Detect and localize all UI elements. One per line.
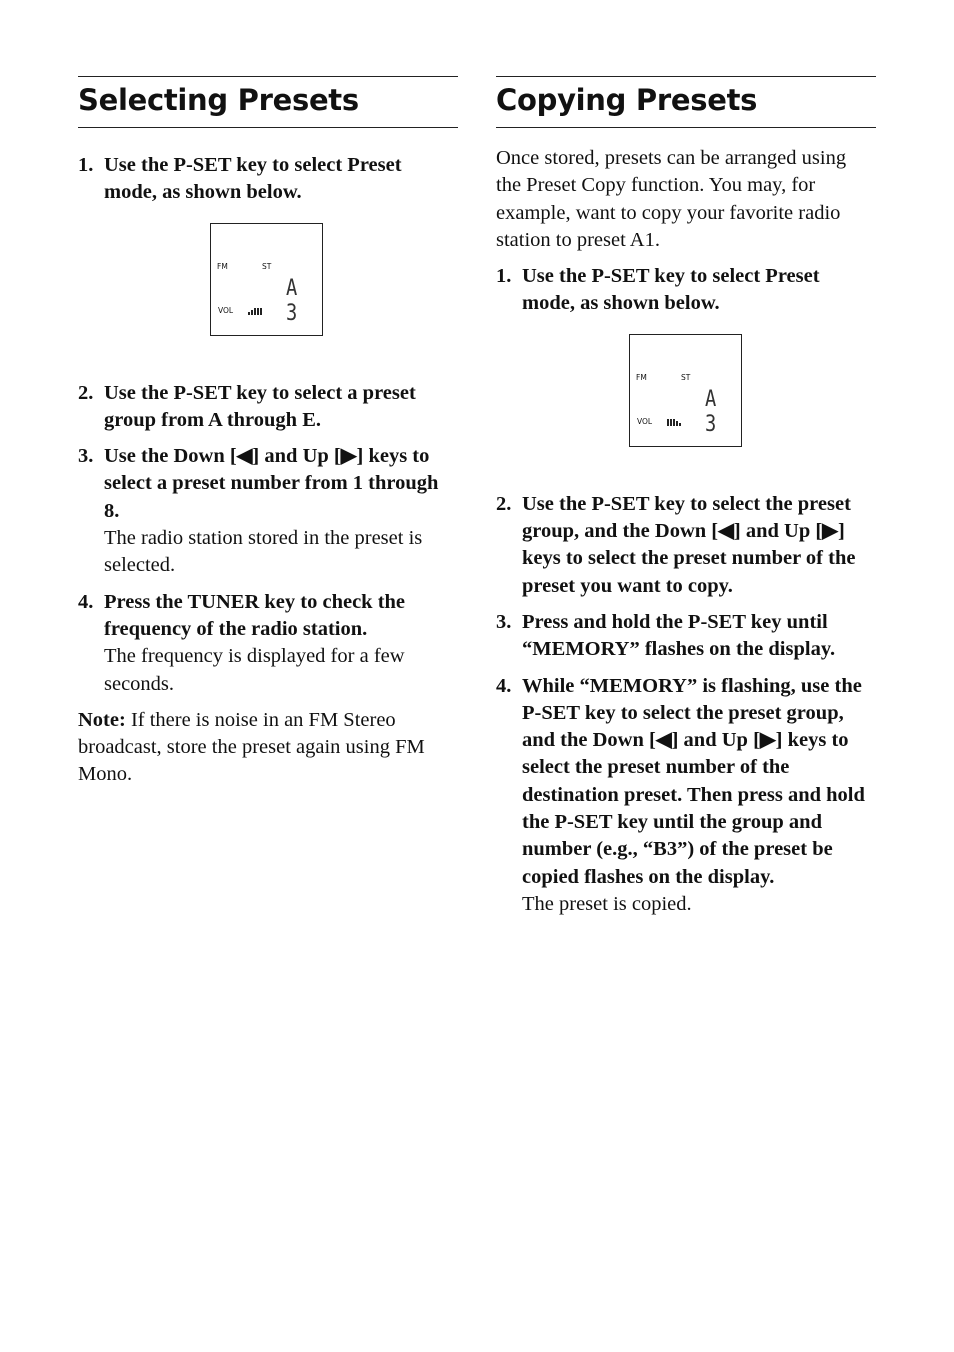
preset-readout: A 3 [705, 386, 721, 437]
step-number: 3. [78, 445, 94, 468]
note-text: If there is noise in an FM Stereo broadcast, store the preset again using FM Mono. [78, 708, 425, 786]
step-3 [496, 609, 876, 664]
step-number: 2. [78, 381, 94, 404]
step-result: The preset is copied. [522, 892, 692, 915]
left-column [78, 76, 458, 789]
preset-readout: A 3 [286, 275, 302, 326]
step-4 [496, 673, 876, 919]
step-text: Use the P-SET key to select Preset mode, as shown below. [104, 154, 402, 204]
step-number: 4. [496, 674, 512, 697]
volume-label: VOL [637, 416, 653, 426]
step-number: 2. [496, 492, 512, 515]
section-heading-selecting [78, 76, 458, 128]
step-text: Use the Down [◀] and Up [▶] keys to select a preset number from 1 through 8. [104, 445, 439, 522]
note-paragraph [78, 707, 458, 789]
step-1 [496, 263, 876, 318]
volume-bars-icon [248, 307, 262, 315]
fm-indicator: FM [636, 372, 647, 382]
volume-bars-icon [667, 418, 681, 426]
page-title-copying-presets: Copying Presets [496, 83, 758, 117]
stereo-indicator: ST [262, 261, 272, 271]
step-number: 1. [496, 265, 512, 288]
step-result: The radio station stored in the preset is selected. [104, 527, 423, 577]
step-text: While “MEMORY” is flashing, use the P-SET key to select the preset group, and the Down [◀] and Up [▶] keys to select the preset number of the destination preset. Then press and hold the P-SET key until the group and number (e.g., “B3”) of the preset be copied flashes on the display. [522, 674, 865, 888]
intro-paragraph: Once stored, presets can be arranged using the Preset Copy function. You may, for example, want to copy your favorite radio station to preset A1. [496, 147, 847, 251]
page-title-selecting-presets: Selecting Presets [78, 83, 359, 117]
note-label: Note: [78, 708, 126, 731]
lcd-display-illustration [210, 223, 323, 336]
lcd-display-illustration [629, 334, 742, 447]
step-text: Press the TUNER key to check the frequency of the radio station. [104, 590, 406, 640]
step-number: 1. [78, 154, 94, 176]
step-text: Use the P-SET key to select a preset group from A through E. [104, 381, 416, 431]
volume-label: VOL [218, 305, 234, 315]
step-1 [78, 152, 458, 207]
fm-indicator: FM [217, 261, 228, 271]
step-result: The frequency is displayed for a few seconds. [104, 645, 405, 695]
section-heading-copying [496, 76, 876, 128]
step-text: Use the P-SET key to select the preset group, and the Down [◀] and Up [▶] keys to select the preset number of the preset you want to copy. [522, 492, 856, 597]
step-number: 3. [496, 610, 512, 633]
step-number: 4. [78, 590, 94, 613]
step-2 [496, 491, 876, 600]
step-text: Press and hold the P-SET key until “MEMORY” flashes on the display. [522, 610, 836, 661]
step-3 [78, 443, 458, 579]
step-text: Use the P-SET key to select Preset mode, as shown below. [522, 265, 820, 315]
step-2 [78, 380, 458, 435]
right-column [496, 76, 876, 918]
stereo-indicator: ST [681, 372, 691, 382]
step-4 [78, 589, 458, 698]
